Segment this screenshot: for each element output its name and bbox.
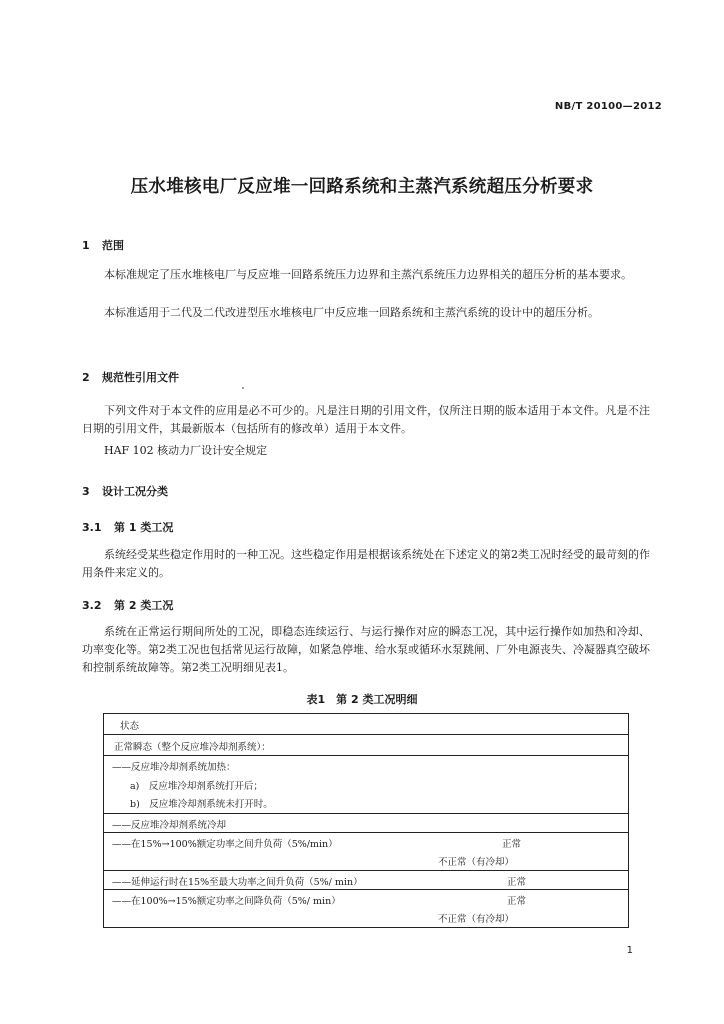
section-1-heading <box>82 237 124 253</box>
standard-number: NB/T 20100—2012 <box>554 101 662 112</box>
table-row <box>104 832 628 871</box>
table-cell-status: 不正常（有冷却） <box>438 857 515 868</box>
section-3-number: 3 <box>82 485 90 498</box>
table-cell-condition: 正常瞬态（整个反应堆冷却剂系统）： <box>114 742 271 753</box>
table-row <box>104 889 628 928</box>
section-3-title: 设计工况分类 <box>102 485 168 498</box>
table-cell-condition: ——反应堆冷却剂系统加热： <box>112 762 236 773</box>
table-row <box>104 870 628 890</box>
table-cell-status: 正常 <box>507 877 527 888</box>
table-header-cell: 状态 <box>120 721 140 732</box>
section-1-paragraph-2: 本标准适用于二代及二代改进型压水堆核电厂中反应堆一回路系统和主蒸汽系统的设计中的超压分析。 <box>104 306 599 319</box>
section-2-heading <box>82 369 179 385</box>
table-cell-subitem: a) 反应堆冷却剂系统打开后； <box>130 781 263 792</box>
table-cell-condition: ——在100%→15%额定功率之间降负荷（5%/ min） <box>112 896 341 907</box>
scan-speck <box>242 387 244 389</box>
table-row <box>104 755 628 814</box>
table-cell-condition: ——延伸运行时在15%至最大功率之间升负荷（5%/ min） <box>112 877 363 888</box>
table-row <box>104 813 628 833</box>
table-cell-status: 正常 <box>502 839 522 850</box>
reference-haf102: HAF 102 核动力厂设计安全规定 <box>104 444 268 457</box>
section-2-title: 规范性引用文件 <box>102 371 179 384</box>
table-cell-status: 不正常（有冷却） <box>438 914 515 925</box>
document-title: 压水堆核电厂反应堆一回路系统和主蒸汽系统超压分析要求 <box>130 177 594 197</box>
section-1-number: 1 <box>82 239 90 252</box>
table-1 <box>103 713 629 928</box>
section-1-paragraph-1: 本标准规定了压水堆核电厂与反应堆一回路系统压力边界和主蒸汽系统压力边界相关的超压分析的基本要求。 <box>104 268 632 281</box>
table-cell-status: 正常 <box>507 896 527 907</box>
table-caption: 表1 第 2 类工况明细 <box>306 693 418 706</box>
section-3-2-number: 3.2 <box>82 599 102 612</box>
table-cell-condition: ——反应堆冷却剂系统冷却 <box>112 820 227 831</box>
section-3-2-title: 第 2 类工况 <box>114 599 174 612</box>
section-3-heading <box>82 483 168 499</box>
section-3-1-number: 3.1 <box>82 521 102 534</box>
table-row <box>104 734 628 756</box>
section-2-paragraph: 下列文件对于本文件的应用是必不可少的。凡是注日期的引用文件，仅所注日期的版本适用于本文件。凡是不注日期的引用文件，其最新版本（包括所有的修改单）适用于本文件。 <box>82 404 650 435</box>
table-cell-condition: ——在15%→100%额定功率之间升负荷（5%/min） <box>112 839 338 850</box>
section-3-1-heading <box>82 519 173 535</box>
section-2-number: 2 <box>82 371 90 384</box>
section-1-title: 范围 <box>102 239 124 252</box>
page-number: 1 <box>626 945 633 956</box>
section-3-1-paragraph: 系统经受某些稳定作用时的一种工况。这些稳定作用是根据该系统处在下述定义的第2类工况时经受的最苛刻的作用条件来定义的。 <box>82 548 650 579</box>
section-3-2-heading <box>82 597 173 613</box>
section-3-1-title: 第 1 类工况 <box>114 521 174 534</box>
section-3-2-paragraph: 系统在正常运行期间所处的工况，即稳态连续运行、与运行操作对应的瞬态工况，其中运行操作如加热和冷却、功率变化等。第2类工况也包括常见运行故障，如紧急停堆、给水泵或循环水泵跳闸、厂外电源丧失、冷凝器真空破坏和控制系统故障等。第2类工况明细见表1。 <box>82 625 650 674</box>
table-cell-subitem: b) 反应堆冷却剂系统未打开时。 <box>130 799 273 810</box>
table-header-row <box>104 714 628 734</box>
